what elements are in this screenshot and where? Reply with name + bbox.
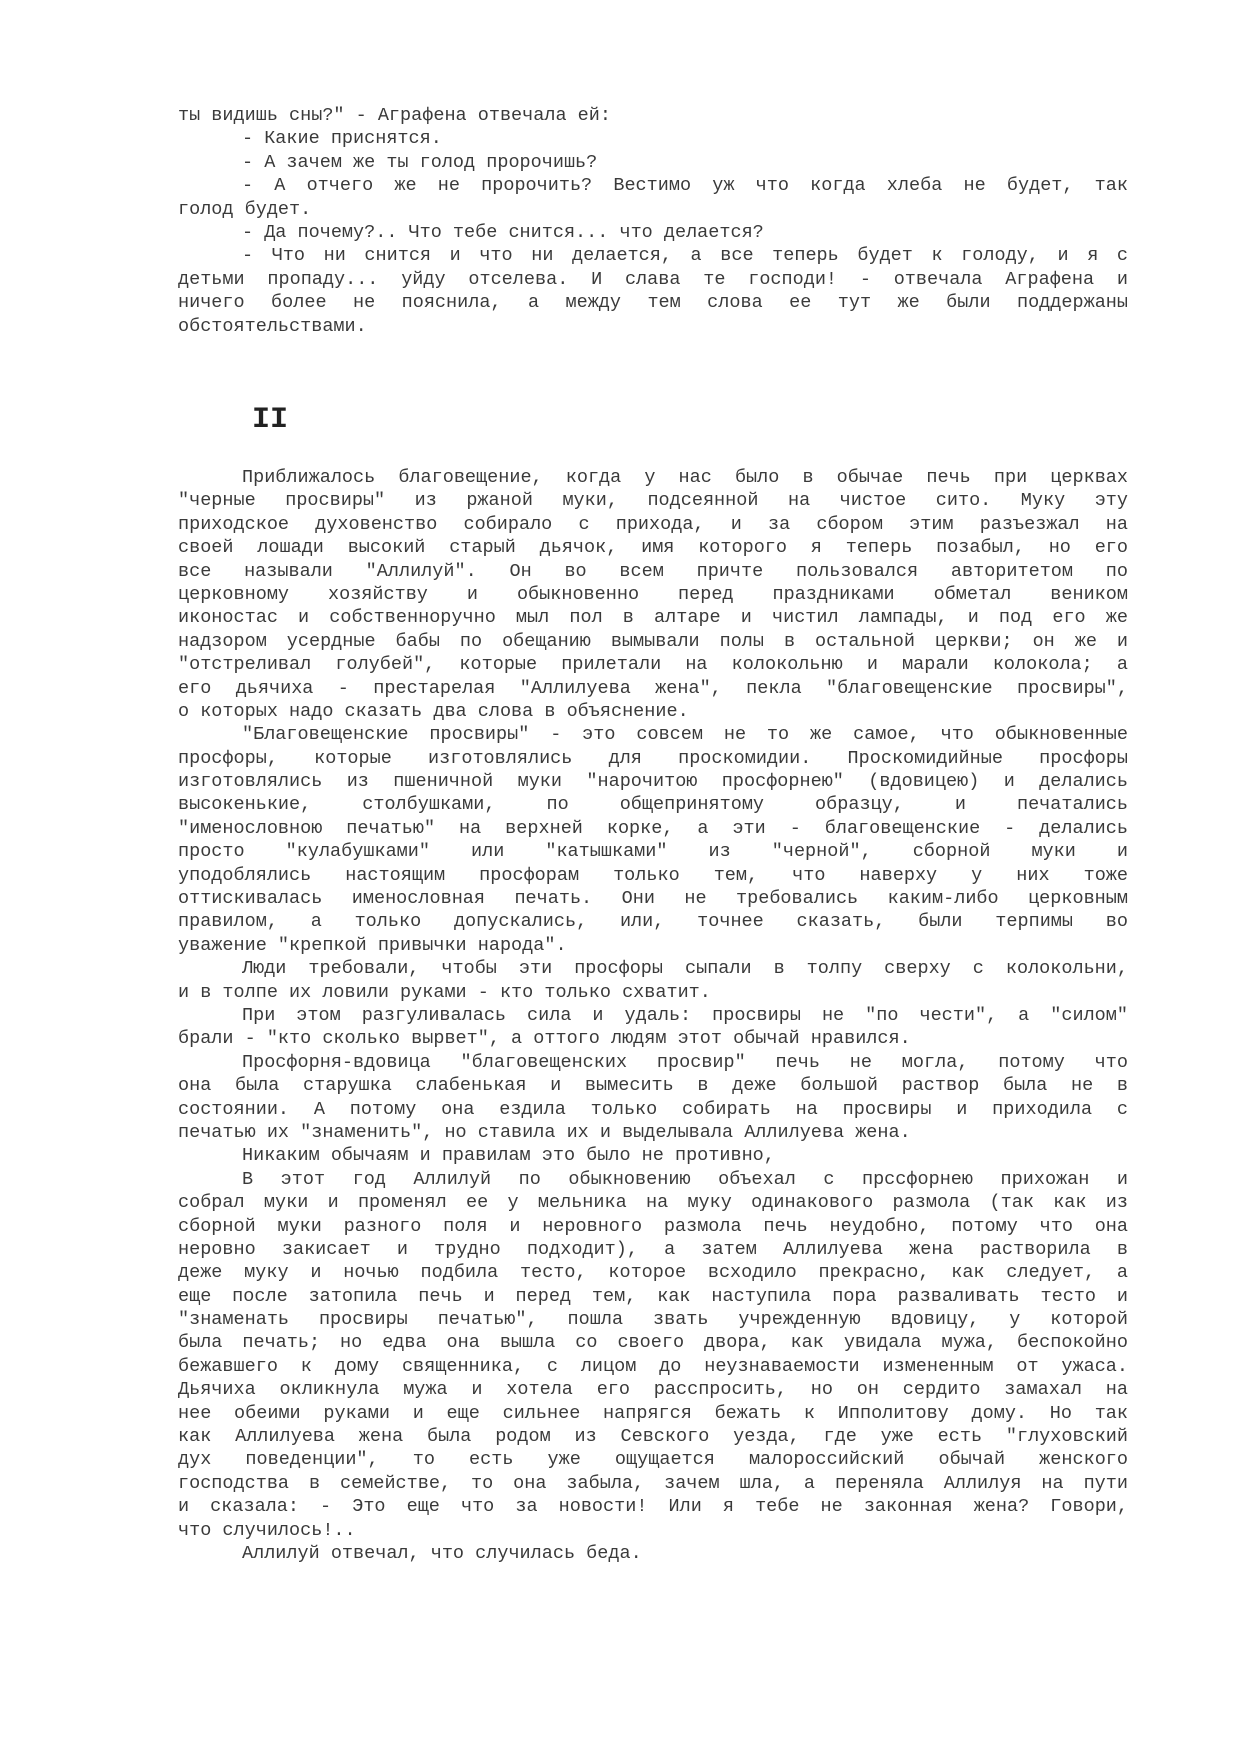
text-block-top bbox=[178, 104, 1128, 338]
text-block-main bbox=[178, 466, 1128, 1565]
text-line: ничего более не пояснила, а между тем слова ее тут же были поддержаны bbox=[178, 292, 1128, 314]
text-line: Люди требовали, чтобы эти просфоры сыпали в толпу сверху с колокольни, bbox=[242, 958, 1128, 980]
text-line: уподоблялись настоящим просфорам только тем, что наверху у них тоже bbox=[178, 864, 1128, 886]
text-line: Приближалось благовещение, когда у нас было в обычае печь при церквах bbox=[242, 467, 1128, 488]
text-line: что случилось!.. bbox=[178, 1519, 356, 1541]
text-line: "черные просвиры" из ржаной муки, подсеянной на чистое сито. Муку эту bbox=[178, 490, 1128, 512]
text-line: Просфорня-вдовица "благовещенских просвир" печь не могла, потому что bbox=[242, 1051, 1128, 1073]
text-line: Никаким обычаям и правилам это было не противно, bbox=[242, 1145, 775, 1167]
text-line: - Какие приснятся. bbox=[242, 128, 442, 150]
text-line: неровно закисает и трудно подходит), а затем Аллилуева жена растворила в bbox=[178, 1238, 1128, 1260]
text-line: просфоры, которые изготовлялись для проскомидии. Проскомидийные просфоры bbox=[178, 747, 1128, 769]
text-line: его дьячиха - престарелая "Аллилуева жена", пекла "благовещенские просвиры", bbox=[178, 677, 1128, 699]
text-line: "отстреливал голубей", которые прилетали на колокольню и марали колокола; а bbox=[178, 654, 1128, 676]
text-line: уважение "крепкой привычки народа". bbox=[178, 934, 567, 956]
text-line: все называли "Аллилуй". Он во всем причте пользовался авторитетом по bbox=[178, 560, 1128, 582]
text-line: оттискивалась именословная печать. Они не требовались каким-либо церковным bbox=[178, 888, 1128, 910]
text-line: надзором усердные бабы по обещанию вымывали полы в остальной церкви; он же и bbox=[178, 630, 1128, 652]
text-line: "знаменать просвиры печатью", пошла звать учрежденную вдовицу, у которой bbox=[178, 1309, 1128, 1331]
text-line: о которых надо сказать два слова в объяснение. bbox=[178, 700, 689, 722]
text-line: брали - "кто сколько вырвет", а оттого людям этот обычай нравился. bbox=[178, 1028, 911, 1050]
text-line: высокенькие, столбушками, по общепринятому образцу, и печатались bbox=[178, 794, 1128, 816]
text-line: просто "кулабушками" или "катышками" из "черной", сборной муки и bbox=[178, 841, 1128, 863]
text-line: дух поведенции", то есть уже ощущается малороссийский обычай женского bbox=[178, 1449, 1128, 1471]
text-line: своей лошади высокий старый дьячок, имя которого я теперь позабыл, но его bbox=[178, 537, 1128, 559]
text-line: Дьячиха окликнула мужа и хотела его расспросить, но он сердито замахал на bbox=[178, 1379, 1128, 1401]
text-line: нее обеими руками и еще сильнее напрягся бежать к Ипполитову дому. Но так bbox=[178, 1402, 1128, 1424]
text-line: собрал муки и променял ее у мельника на муку одинакового размола (так как из bbox=[178, 1192, 1128, 1214]
text-line: была печать; но едва она вышла со своего двора, как увидала мужа, беспокойно bbox=[178, 1332, 1128, 1354]
text-line: голод будет. bbox=[178, 198, 312, 220]
text-line: печатью их "знаменить", но ставила их и выделывала Аллилуева жена. bbox=[178, 1121, 911, 1143]
text-line: При этом разгуливалась сила и удаль: просвиры не "по чести", а "силом" bbox=[242, 1004, 1128, 1026]
text-line: церковному хозяйству и обыкновенно перед праздниками обметал веником bbox=[178, 583, 1128, 605]
chapter-heading: II bbox=[252, 403, 289, 437]
text-line: как Аллилуева жена была родом из Севского уезда, где уже есть "глуховский bbox=[178, 1426, 1128, 1448]
text-line: В этот год Аллилуй по обыкновению объехал с прссфорнею прихожан и bbox=[242, 1168, 1128, 1190]
text-line: деже муку и ночью подбила тесто, которое всходило прекрасно, как следует, а bbox=[178, 1262, 1128, 1284]
text-line: правилом, а только допускались, или, точнее сказать, были терпимы во bbox=[178, 911, 1128, 933]
text-line: - А отчего же не пророчить? Вестимо уж что когда хлеба не будет, так bbox=[242, 175, 1128, 197]
text-line: изготовлялись из пшеничной муки "нарочитою просфорнею" (вдовицею) и делались bbox=[178, 771, 1128, 793]
text-line: и сказала: - Это еще что за новости! Или я тебе не законная жена? Говори, bbox=[178, 1496, 1128, 1518]
text-line: Аллилуй отвечал, что случилась беда. bbox=[242, 1542, 642, 1564]
text-line: она была старушка слабенькая и вымесить в деже большой раствор была не в bbox=[178, 1075, 1128, 1097]
text-line: - А зачем же ты голод пророчишь? bbox=[242, 151, 598, 173]
text-line: и в толпе их ловили руками - кто только схватит. bbox=[178, 981, 711, 1003]
text-line: ты видишь сны?" - Аграфена отвечала ей: bbox=[178, 105, 611, 126]
text-line: еще после затопила печь и перед тем, как наступила пора разваливать тесто и bbox=[178, 1285, 1128, 1307]
text-line: обстоятельствами. bbox=[178, 315, 367, 337]
text-line: - Да почему?.. Что тебе снится... что делается? bbox=[242, 221, 764, 243]
text-line: приходское духовенство собирало с прихода, и за сбором этим разъезжал на bbox=[178, 513, 1128, 535]
text-line: детьми пропаду... уйду отселева. И слава те господи! - отвечала Аграфена и bbox=[178, 268, 1128, 290]
text-line: - Что ни снится и что ни делается, а все теперь будет к голоду, и я с bbox=[242, 245, 1128, 267]
text-line: состоянии. А потому она ездила только собирать на просвиры и приходила с bbox=[178, 1098, 1128, 1120]
text-line: господства в семействе, то она забыла, зачем шла, а переняла Аллилуя на пути bbox=[178, 1472, 1128, 1494]
text-line: бежавшего к дому священника, с лицом до неузнаваемости измененным от ужаса. bbox=[178, 1355, 1128, 1377]
text-line: сборной муки разного поля и неровного размола печь неудобно, потому что она bbox=[178, 1215, 1128, 1237]
text-line: иконостас и собственноручно мыл пол в алтаре и чистил лампады, и под его же bbox=[178, 607, 1128, 629]
text-line: "именословною печатью" на верхней корке, а эти - благовещенские - делались bbox=[178, 817, 1128, 839]
text-line: "Благовещенские просвиры" - это совсем не то же самое, что обыкновенные bbox=[242, 724, 1128, 746]
